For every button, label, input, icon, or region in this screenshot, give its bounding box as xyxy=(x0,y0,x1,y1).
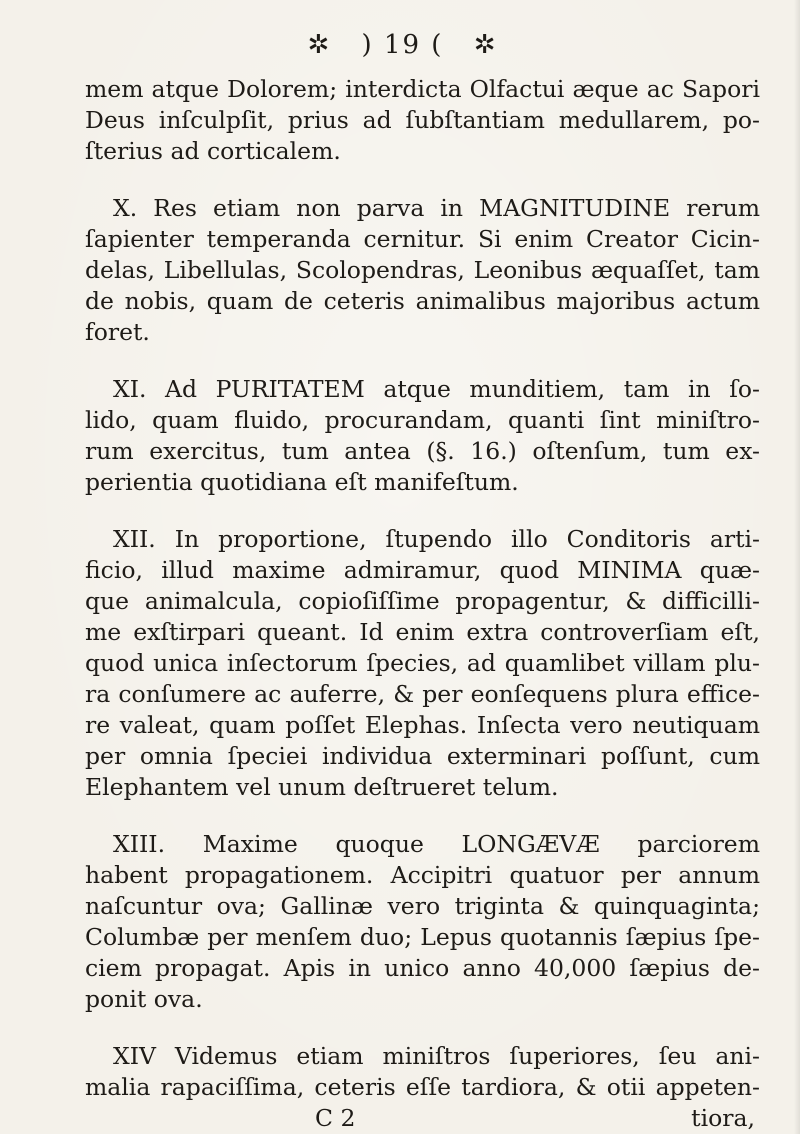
text-line: XII. In proportione, ſtupendo illo Conditoris arti- xyxy=(113,525,760,553)
catchword: tiora, xyxy=(691,1104,755,1132)
text-line: habent propagationem. Accipitri quatuor per annum xyxy=(85,861,760,889)
text-line: XI. Ad PURITATEM atque munditiem, tam in ſo- xyxy=(113,375,760,403)
page-footer xyxy=(85,1103,760,1134)
text-line: que animalcula, copioſiſſime propagentur, & difficilli- xyxy=(85,587,760,615)
text-line: me exſtirpari queant. Id enim extra controverſiam eſt, xyxy=(85,618,760,646)
text-line: ficio, illud maxime admiramur, quod MINIMA quæ- xyxy=(85,556,760,584)
text-line: malia rapaciſſima, ceteris eſſe tardiora, & otii appeten- xyxy=(85,1073,760,1101)
text-line: mem atque Dolorem; interdicta Olfactui æque ac Sapori xyxy=(85,75,760,103)
text-line: per omnia ſpeciei individua exterminari poſſunt, cum xyxy=(85,742,760,770)
text-line: quod unica inſectorum ſpecies, ad quamlibet villam plu- xyxy=(85,649,760,677)
page-number: ) 19 ( xyxy=(361,30,444,60)
page-edge-shadow xyxy=(794,0,800,1134)
text-line: de nobis, quam de ceteris animalibus majoribus actum xyxy=(85,287,760,315)
text-line: XIII. Maxime quoque LONGÆVÆ parciorem xyxy=(113,830,760,858)
paragraph-xiv xyxy=(85,1041,760,1103)
text-line: X. Res etiam non parva in MAGNITUDINE rerum xyxy=(113,194,760,222)
text-line: ſterius ad corticalem. xyxy=(85,137,341,165)
paragraph-xii xyxy=(85,524,760,803)
text-line: Deus inſculpſit, prius ad ſubſtantiam medullarem, po- xyxy=(85,106,760,134)
text-line: Columbæ per menſem duo; Lepus quotannis ſæpius ſpe- xyxy=(85,923,760,951)
right-ornament-icon: ✲ xyxy=(473,30,498,60)
text-line: lido, quam fluido, procurandam, quanti ſint miniſtro- xyxy=(85,406,760,434)
text-line: XIV Videmus etiam miniſtros ſuperiores, ſeu ani- xyxy=(113,1042,760,1070)
text-line: ponit ova. xyxy=(85,985,203,1013)
left-ornament-icon: ✲ xyxy=(307,30,332,60)
signature-mark: C 2 xyxy=(315,1104,356,1132)
paragraph-x xyxy=(85,193,760,348)
paragraph-xi xyxy=(85,374,760,498)
text-line: perientia quotidiana eſt manifeſtum. xyxy=(85,468,519,496)
text-line: ra conſumere ac auferre, & per eonſequens plura effice- xyxy=(85,680,760,708)
text-line: delas, Libellulas, Scolopendras, Leonibus æquaſſet, tam xyxy=(85,256,760,284)
paragraph-xiii xyxy=(85,829,760,1015)
text-line: re valeat, quam poſſet Elephas. Inſecta vero neutiquam xyxy=(85,711,760,739)
paragraph-ix-end xyxy=(85,74,760,167)
text-line: ciem propagat. Apis in unico anno 40,000 ſæpius de- xyxy=(85,954,760,982)
text-line: rum exercitus, tum antea (§. 16.) oſtenſum, tum ex- xyxy=(85,437,760,465)
text-line: foret. xyxy=(85,318,150,346)
text-line: Elephantem vel unum deſtrueret telum. xyxy=(85,773,559,801)
text-line: ſapienter temperanda cernitur. Si enim Creator Cicin- xyxy=(85,225,760,253)
running-head xyxy=(45,30,760,60)
text-line: naſcuntur ova; Gallinæ vero triginta & quinquaginta; xyxy=(85,892,760,920)
